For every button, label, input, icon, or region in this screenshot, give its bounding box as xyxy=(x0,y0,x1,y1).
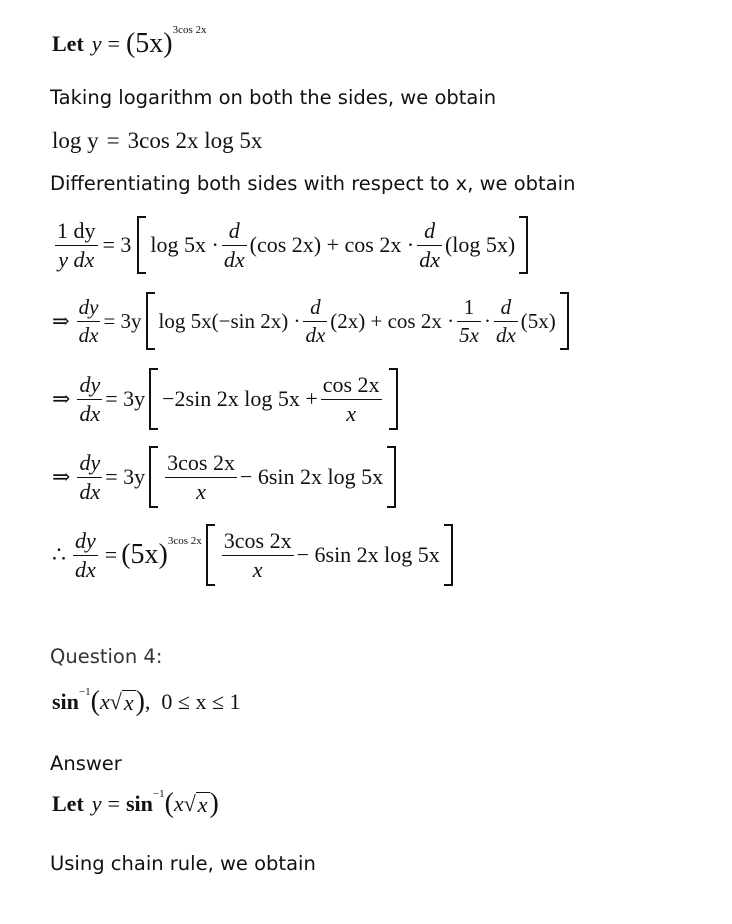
equals-sign: = xyxy=(107,31,120,56)
right-bracket xyxy=(560,292,569,350)
text-taking-log: Taking logarithm on both the sides, we obtain xyxy=(50,86,497,109)
sin-fn: sin xyxy=(52,689,79,714)
log-y: log y xyxy=(52,128,99,153)
implies-arrow: ⇒ xyxy=(52,308,70,333)
left-bracket xyxy=(137,216,146,274)
exponent: 3cos 2x xyxy=(172,24,207,36)
derivative-final xyxy=(52,524,457,586)
arg-x: x xyxy=(99,689,110,714)
term-cos2x: (cos 2x) + cos 2x · xyxy=(249,232,415,257)
inverse-superscript: −1 xyxy=(78,686,91,698)
log-rhs: 3cos 2x log 5x xyxy=(127,128,263,153)
log-equation xyxy=(52,128,262,154)
left-bracket xyxy=(149,368,158,430)
term-2x-cos: (2x) + cos 2x · xyxy=(330,308,455,333)
term-log5x: log 5x · xyxy=(150,232,219,257)
right-bracket xyxy=(387,446,396,508)
right-bracket xyxy=(444,524,453,586)
equals-3y: = 3y xyxy=(105,464,146,489)
term-log5x-paren: (log 5x) xyxy=(444,232,516,257)
one-over-y-dy-dx: $\frac{1 dy}{\text{y dx}}$ xyxy=(57,218,96,272)
sin-fn: sin xyxy=(125,791,153,816)
term-log5x-neg-sin: log 5x(−sin 2x) · xyxy=(158,308,301,333)
left-bracket xyxy=(206,524,215,586)
dot: · xyxy=(483,308,491,333)
implies-arrow: ⇒ xyxy=(52,386,71,411)
term-neg-6sin: − 6sin 2x log 5x xyxy=(296,542,440,567)
derivative-step-2 xyxy=(52,292,573,350)
let-word: Let xyxy=(52,791,84,816)
dy-dx: $\frac{dy}{dx}$ xyxy=(75,528,96,582)
equals-three: = 3 xyxy=(102,232,132,257)
answer-label: Answer xyxy=(50,752,122,775)
equals-3y: = 3y xyxy=(103,308,142,333)
d-dx-operator: $\frac{d}{dx}$ xyxy=(495,295,516,347)
sqrt-x: x xyxy=(123,689,134,715)
dy-dx: $\frac{dy}{dx}$ xyxy=(79,450,101,504)
inverse-superscript: −1 xyxy=(152,788,165,800)
derivative-step-3 xyxy=(52,368,402,430)
dy-dx: $\frac{dy}{dx}$ xyxy=(79,372,101,426)
therefore-symbol: ∴ xyxy=(52,542,66,567)
let-y-equation xyxy=(52,24,207,59)
right-bracket xyxy=(519,216,528,274)
d-dx-operator: $\frac{d}{dx}$ xyxy=(419,218,440,272)
3cos2x-over-x: $\frac{3\cos 2x}{x}$ xyxy=(223,528,292,582)
text-differentiating: Differentiating both sides with respect to x, we obtain xyxy=(50,172,576,195)
y-variable: y xyxy=(91,791,102,816)
implies-arrow: ⇒ xyxy=(52,464,71,489)
derivative-step-1 xyxy=(52,216,532,274)
d-dx-operator: $\frac{d}{dx}$ xyxy=(305,295,326,347)
left-bracket xyxy=(149,446,158,508)
one-over-5x: $\frac{1}{5x}$ xyxy=(459,295,479,347)
equals-sign: = xyxy=(104,542,118,567)
term-5x-paren: (5x) xyxy=(520,308,556,333)
arg-x: x xyxy=(173,791,184,816)
let-y-inverse-sin: Let y = sin $^{-1}$ ( x √ x ) xyxy=(52,788,219,819)
domain-range: 0 ≤ x ≤ 1 xyxy=(161,689,241,714)
exponent: 3cos 2x xyxy=(167,535,202,547)
right-bracket xyxy=(389,368,398,430)
sqrt-x: x xyxy=(197,791,208,817)
equals-sign: = xyxy=(106,128,120,153)
cos2x-over-x: $\frac{\cos 2x}{x}$ xyxy=(322,372,380,426)
equals-sign: = xyxy=(107,791,120,816)
3cos2x-over-x: $\frac{3\cos 2x}{x}$ xyxy=(167,450,235,504)
left-bracket xyxy=(146,292,155,350)
dy-dx: $\frac{dy}{dx}$ xyxy=(78,295,99,347)
term-neg-2sin: −2sin 2x log 5x + xyxy=(162,386,318,411)
question-label: Question 4: xyxy=(50,645,163,668)
text-chain-rule: Using chain rule, we obtain xyxy=(50,852,316,875)
equals-3y: = 3y xyxy=(105,386,146,411)
derivative-step-4 xyxy=(52,446,400,508)
question-expression: sin $^{-1}$ ( x √ x ) , 0 ≤ x ≤ 1 xyxy=(52,686,241,717)
d-dx-operator: $\frac{d}{dx}$ xyxy=(223,218,245,272)
base-5x: (5x) xyxy=(125,28,173,59)
let-word: Let xyxy=(52,31,84,56)
term-neg-6sin: − 6sin 2x log 5x xyxy=(239,464,384,489)
y-variable: y xyxy=(91,31,102,56)
base-5x: (5x) xyxy=(121,539,168,570)
